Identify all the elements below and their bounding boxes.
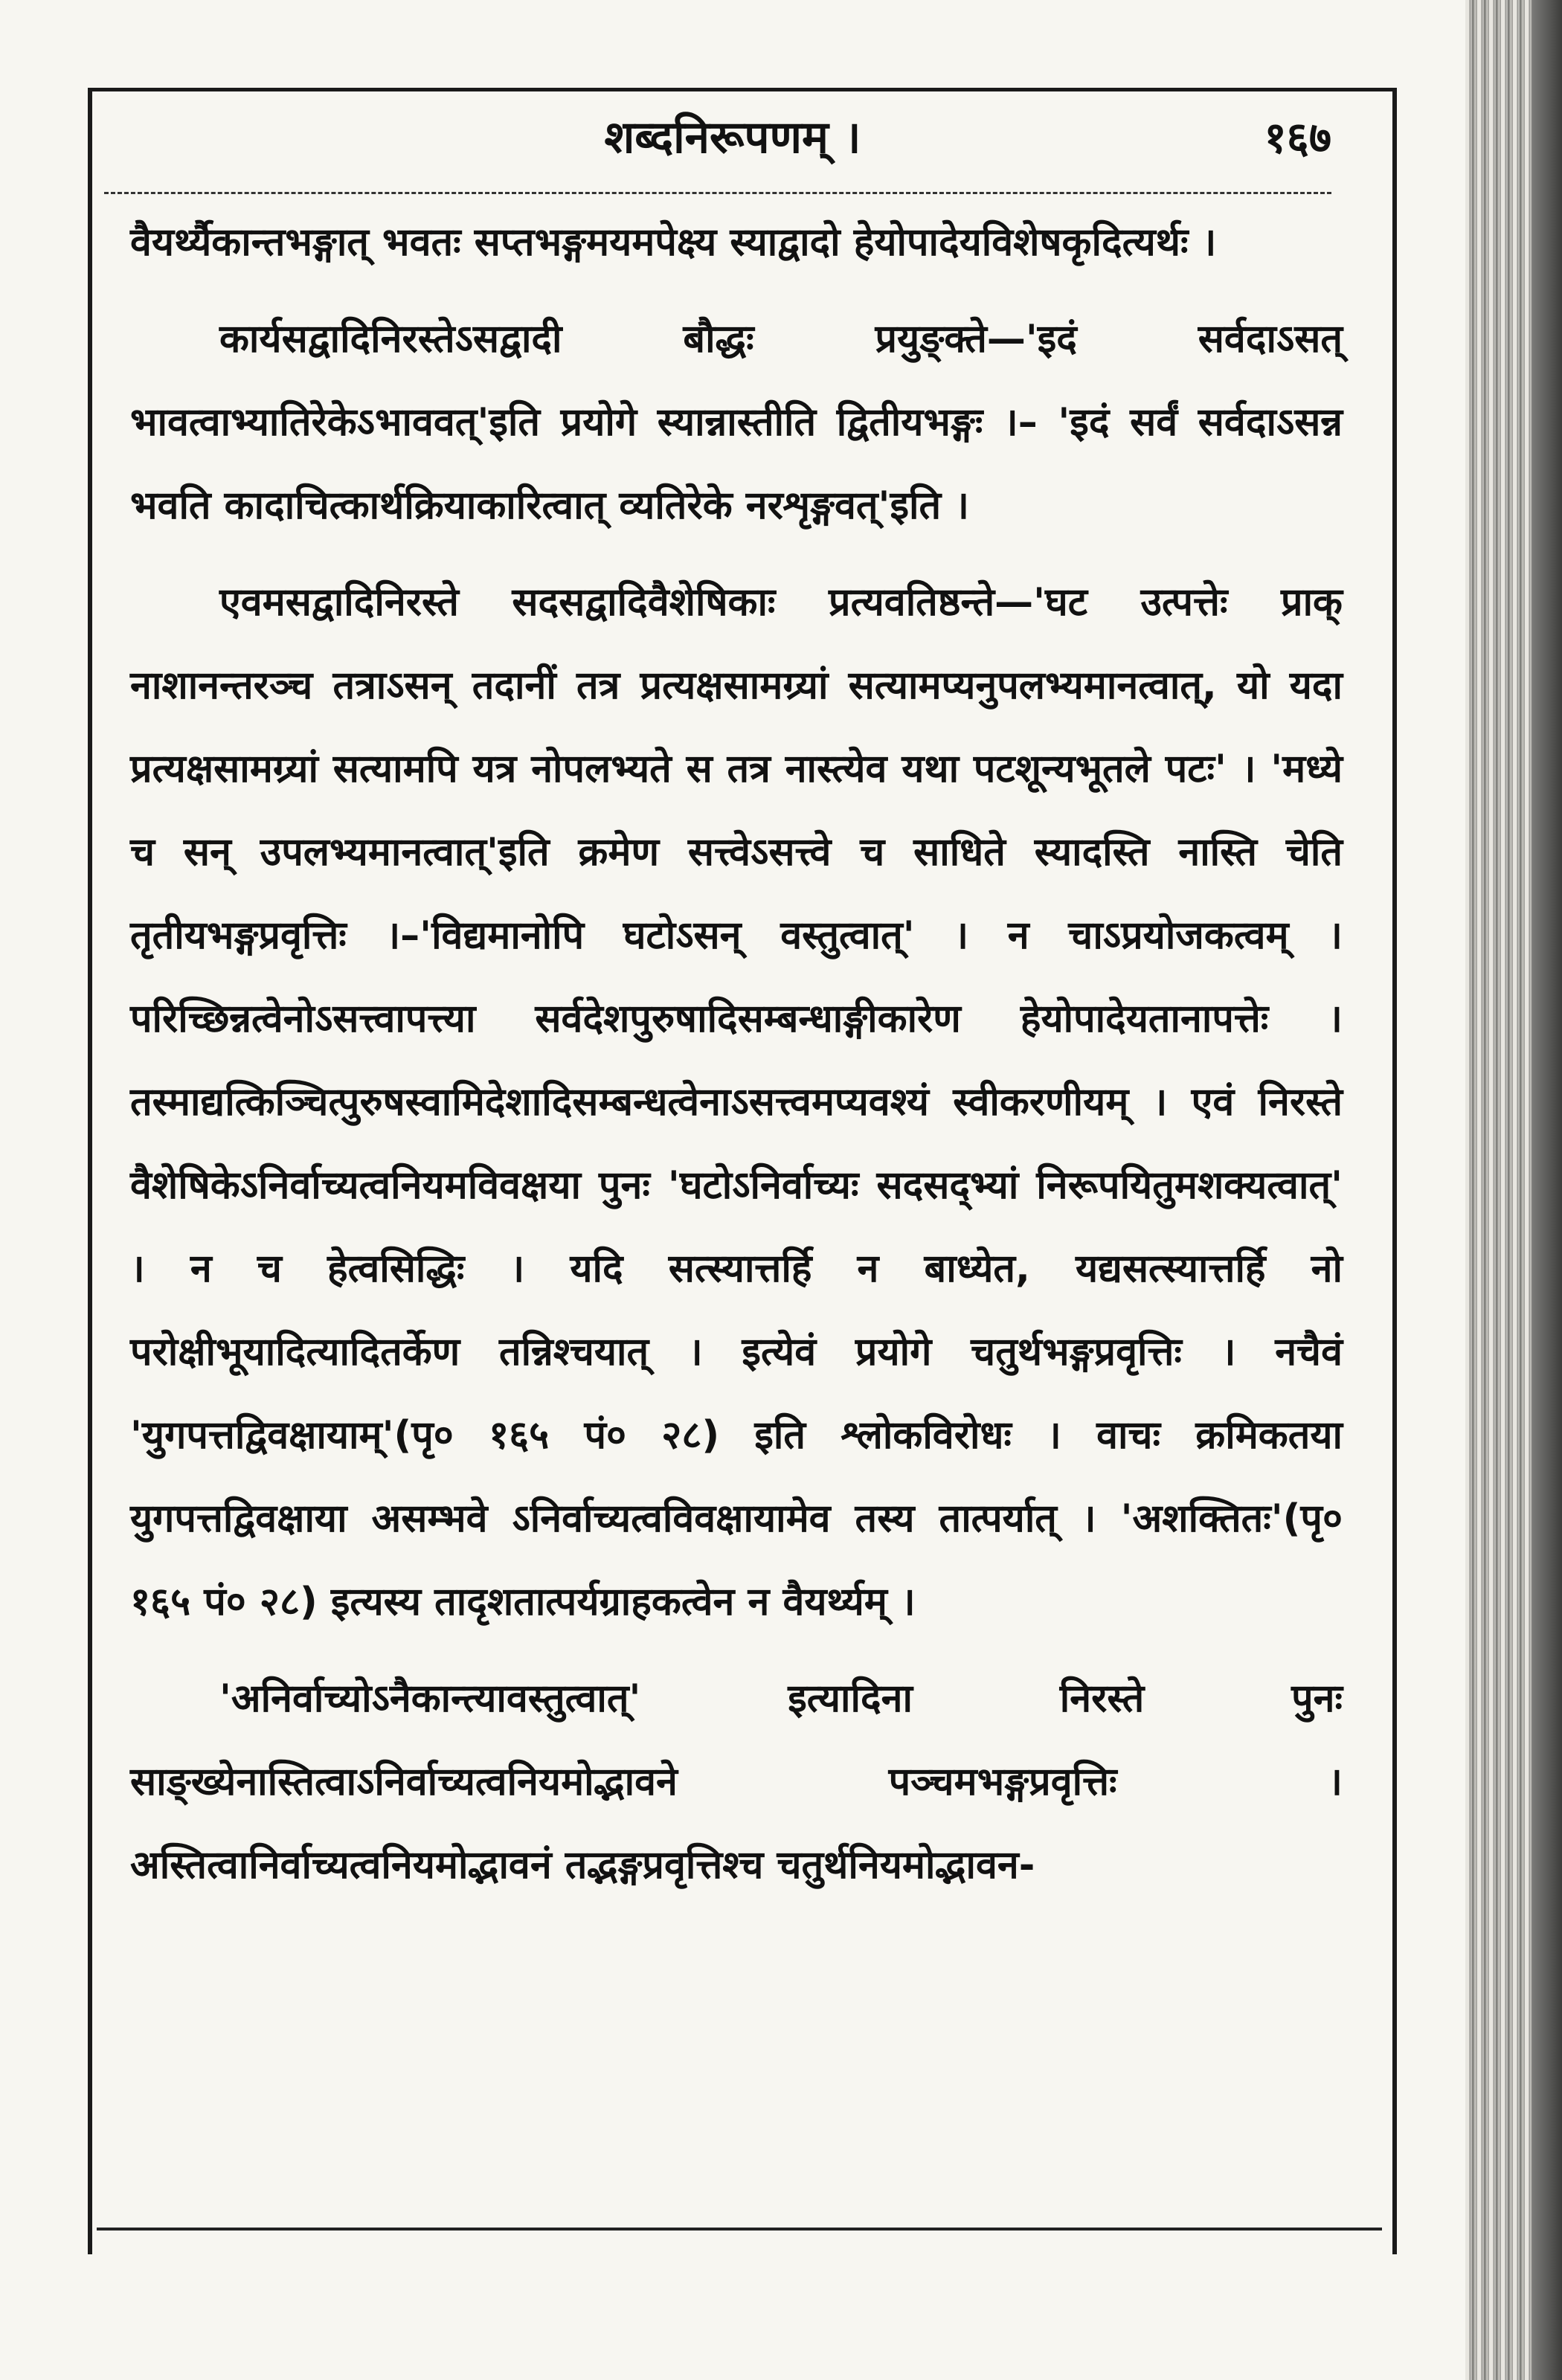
paragraph-1: वैयर्थ्यैकान्तभङ्गात् भवतः सप्तभङ्गमयमपेक्ष्य स्याद्वादो हेयोपादेयविशेषकृदित्यर्थः । [130, 220, 1217, 265]
book-page-edges [1465, 0, 1562, 2380]
paragraph-3: एवमसद्वादिनिरस्ते सदसद्वादिवैशेषिकाः प्रत्यवतिष्ठन्ते—'घट उत्पत्तेः प्राक् नाशानन्तरञ्च तत्राऽसन् तदानीं तत्र प्रत्यक्षसामग्र्यां सत्यामप्यनुपलभ्यमानत्वात्, यो यदा प्रत्यक्षसामग्र्यां सत्यामपि यत्र नोपलभ्यते स तत्र नास्त्येव यथा पटशून्यभूतले पटः' । 'मध्ये च सन् उपलभ्यमानत्वात्'इति क्रमेण सत्त्वेऽसत्त्वे च साधिते स्यादस्ति नास्ति चेति तृतीयभङ्गप्रवृत्तिः ।–'विद्यमानोपि घटोऽसन् वस्तुत्वात्' । न चाऽप्रयोजकत्वम् । परिच्छिन्नत्वेनोऽसत्त्वापत्त्या सर्वदेशपुरुषादिसम्बन्धाङ्गीकारेण हेयोपादेयतानापत्तेः । तस्माद्यत्किञ्चित्पुरुषस्वामिदेशादिसम्बन्धत्वेनाऽसत्त्वमप्यवश्यं स्वीकरणीयम् । एवं निरस्ते वैशेषिकेऽनिर्वाच्यत्वनियमविवक्षया पुनः 'घटोऽनिर्वाच्यः सदसद्भ्यां निरूपयितुमशक्यत्वात्' । न च हेत्वसिद्धिः । यदि सत्स्यात्तर्हि न बाध्येत, यद्यसत्स्यात्तर्हि नो परोक्षीभूयादित्यादितर्केण तन्निश्चयात् । इत्येवं प्रयोगे चतुर्थभङ्गप्रवृत्तिः । नचैवं 'युगपत्तद्विवक्षायाम्'(पृ० १६५ पं० २८) इति श्लोकविरोधः । वाचः क्रमिकतया युगपत्तद्विवक्षाया असम्भवे ऽनिर्वाच्यत्वविवक्षायामेव तस्य तात्पर्यात् । 'अशक्तितः'(पृ० १६५ पं० २८) इत्यस्य तादृशतात्पर्यग्राहकत्वेन न वैयर्थ्यम् । [130, 580, 1343, 1624]
page-body [130, 201, 1343, 1907]
paragraph-4: 'अनिर्वाच्योऽनैकान्त्यावस्तुत्वात्' इत्यादिना निरस्ते पुनः साङ्ख्येनास्तित्वाऽनिर्वाच्यत्वनियमोद्भावने पञ्चमभङ्गप्रवृत्तिः । अस्तित्वानिर्वाच्यत्वनियमोद्भावनं तद्भङ्गप्रवृत्तिश्च चतुर्थनियमोद्भावन- [130, 1676, 1343, 1888]
bottom-border [97, 2228, 1382, 2231]
page-number: १६७ [1264, 112, 1331, 163]
header-divider [104, 192, 1331, 194]
paragraph-2: कार्यसद्वादिनिरस्तेऽसद्वादी बौद्धः प्रयुङ्क्ते—'इदं सर्वदाऽसत् भावत्वाभ्यातिरेकेऽभाववत्'इति प्रयोगे स्यान्नास्तीति द्वितीयभङ्गः ।– 'इदं सर्वं सर्वदाऽसन्न भवति कादाचित्कार्थक्रियाकारित्वात् व्यतिरेके नरशृङ्गवत्'इति । [130, 317, 1343, 528]
page-header [104, 100, 1361, 190]
running-title: शब्दनिरूपणम् । [604, 112, 861, 164]
